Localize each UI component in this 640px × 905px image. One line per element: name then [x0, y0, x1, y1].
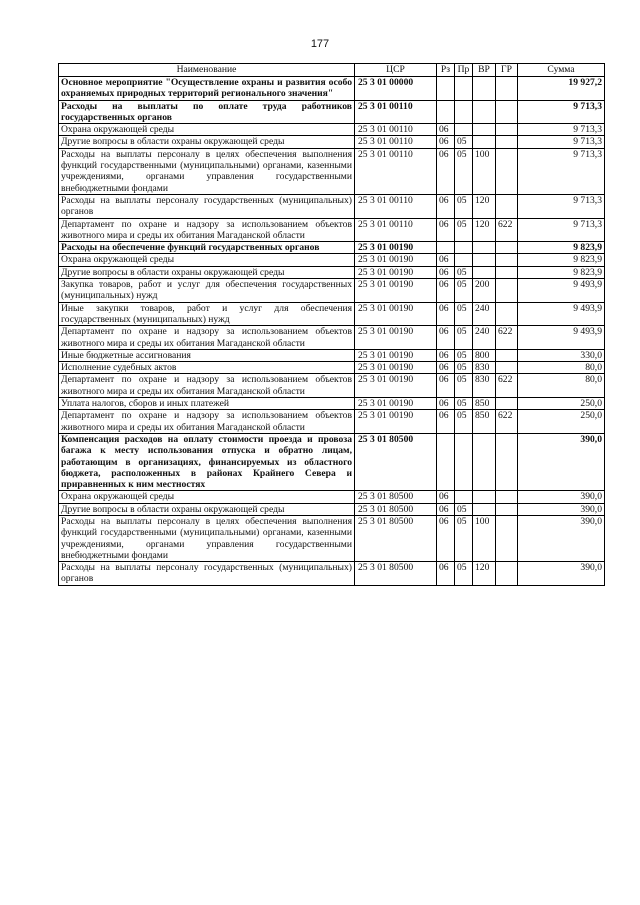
cell-csr: 25 3 01 80500: [355, 503, 437, 515]
cell-gr: [496, 77, 518, 101]
cell-csr: 25 3 01 80500: [355, 433, 437, 490]
cell-pr: 05: [455, 302, 473, 326]
header-rz: Рз: [437, 64, 455, 77]
cell-rz: 06: [437, 349, 455, 361]
cell-csr: 25 3 01 80500: [355, 515, 437, 561]
cell-csr: 25 3 01 00190: [355, 254, 437, 266]
table-row: [59, 124, 605, 136]
cell-sum: 9 713,3: [518, 100, 605, 124]
cell-name: Охрана окружающей среды: [59, 491, 355, 503]
header-csr: ЦСР: [355, 64, 437, 77]
cell-vr: [473, 242, 496, 254]
cell-sum: 9 823,9: [518, 242, 605, 254]
header-pr: Пр: [455, 64, 473, 77]
table-row: [59, 349, 605, 361]
table-row: [59, 433, 605, 490]
cell-csr: 25 3 01 00000: [355, 77, 437, 101]
cell-gr: 622: [496, 326, 518, 350]
table-row: [59, 100, 605, 124]
cell-name: Расходы на выплаты персоналу государственных (муниципальных) органов: [59, 194, 355, 218]
cell-name: Основное мероприятие "Осуществление охраны и развития особо охраняемых природных территорий регионального значения": [59, 77, 355, 101]
cell-sum: 9 493,9: [518, 302, 605, 326]
cell-vr: 850: [473, 398, 496, 410]
cell-vr: 120: [473, 194, 496, 218]
cell-rz: 06: [437, 302, 455, 326]
table-row: [59, 302, 605, 326]
cell-gr: [496, 503, 518, 515]
cell-rz: 06: [437, 374, 455, 398]
cell-gr: [496, 362, 518, 374]
cell-csr: 25 3 01 00110: [355, 100, 437, 124]
table-header: [59, 64, 605, 77]
cell-pr: 05: [455, 279, 473, 303]
cell-gr: [496, 100, 518, 124]
cell-pr: [455, 77, 473, 101]
cell-pr: [455, 124, 473, 136]
cell-rz: 06: [437, 194, 455, 218]
cell-rz: 06: [437, 562, 455, 586]
cell-sum: 19 927,2: [518, 77, 605, 101]
cell-name: Расходы на выплаты персоналу в целях обеспечения выполнения функций государственными (муниципальными) органами, казенными учреждениями, органами управления государственными внебюджетными фондами: [59, 515, 355, 561]
cell-gr: 622: [496, 218, 518, 242]
header-gr: ГР: [496, 64, 518, 77]
cell-sum: 250,0: [518, 398, 605, 410]
cell-name: Иные бюджетные ассигнования: [59, 349, 355, 361]
table-row: [59, 218, 605, 242]
table-row: [59, 279, 605, 303]
table-row: [59, 515, 605, 561]
cell-gr: [496, 124, 518, 136]
cell-name: Исполнение судебных актов: [59, 362, 355, 374]
cell-name: Охрана окружающей среды: [59, 124, 355, 136]
table-body: [59, 77, 605, 586]
table-row: [59, 410, 605, 434]
table-row: [59, 194, 605, 218]
cell-vr: 120: [473, 562, 496, 586]
cell-gr: [496, 302, 518, 326]
table-row: [59, 242, 605, 254]
cell-csr: 25 3 01 00190: [355, 398, 437, 410]
cell-gr: 622: [496, 410, 518, 434]
cell-rz: 06: [437, 503, 455, 515]
cell-rz: 06: [437, 254, 455, 266]
cell-sum: 390,0: [518, 503, 605, 515]
cell-csr: 25 3 01 00190: [355, 326, 437, 350]
cell-gr: 622: [496, 374, 518, 398]
cell-csr: 25 3 01 00190: [355, 279, 437, 303]
cell-sum: 9 713,3: [518, 148, 605, 194]
cell-csr: 25 3 01 00190: [355, 266, 437, 278]
cell-gr: [496, 349, 518, 361]
cell-sum: 9 713,3: [518, 194, 605, 218]
cell-rz: 06: [437, 218, 455, 242]
cell-name: Охрана окружающей среды: [59, 254, 355, 266]
cell-sum: 390,0: [518, 562, 605, 586]
table-row: [59, 398, 605, 410]
cell-pr: 05: [455, 194, 473, 218]
cell-sum: 80,0: [518, 374, 605, 398]
cell-csr: 25 3 01 00110: [355, 148, 437, 194]
header-sum: Сумма: [518, 64, 605, 77]
table-row: [59, 362, 605, 374]
cell-gr: [496, 279, 518, 303]
cell-sum: 390,0: [518, 433, 605, 490]
cell-gr: [496, 515, 518, 561]
cell-gr: [496, 148, 518, 194]
cell-gr: [496, 398, 518, 410]
cell-sum: 390,0: [518, 491, 605, 503]
cell-pr: 05: [455, 266, 473, 278]
cell-rz: 06: [437, 124, 455, 136]
cell-gr: [496, 266, 518, 278]
header-name: Наименование: [59, 64, 355, 77]
cell-pr: [455, 254, 473, 266]
cell-sum: 9 713,3: [518, 124, 605, 136]
cell-pr: 05: [455, 136, 473, 148]
header-vr: ВР: [473, 64, 496, 77]
cell-pr: [455, 433, 473, 490]
cell-rz: 06: [437, 136, 455, 148]
table-row: [59, 254, 605, 266]
cell-rz: 06: [437, 362, 455, 374]
table-row: [59, 562, 605, 586]
cell-gr: [496, 254, 518, 266]
cell-csr: 25 3 01 00190: [355, 242, 437, 254]
cell-vr: 100: [473, 148, 496, 194]
cell-csr: 25 3 01 00110: [355, 136, 437, 148]
cell-pr: 05: [455, 503, 473, 515]
cell-name: Уплата налогов, сборов и иных платежей: [59, 398, 355, 410]
table-row: [59, 136, 605, 148]
cell-gr: [496, 433, 518, 490]
cell-pr: 05: [455, 374, 473, 398]
cell-sum: 9 493,9: [518, 279, 605, 303]
cell-sum: 80,0: [518, 362, 605, 374]
table-row: [59, 491, 605, 503]
cell-sum: 9 713,3: [518, 136, 605, 148]
cell-vr: 850: [473, 410, 496, 434]
cell-csr: 25 3 01 00110: [355, 218, 437, 242]
cell-pr: 05: [455, 349, 473, 361]
table-row: [59, 266, 605, 278]
cell-vr: [473, 433, 496, 490]
cell-name: Расходы на выплаты по оплате труда работников государственных органов: [59, 100, 355, 124]
cell-name: Иные закупки товаров, работ и услуг для обеспечения государственных (муниципальных) нужд: [59, 302, 355, 326]
cell-pr: 05: [455, 362, 473, 374]
header-row: [59, 64, 605, 77]
cell-csr: 25 3 01 00190: [355, 349, 437, 361]
cell-pr: 05: [455, 148, 473, 194]
cell-vr: 100: [473, 515, 496, 561]
table-row: [59, 503, 605, 515]
cell-gr: [496, 491, 518, 503]
cell-gr: [496, 136, 518, 148]
cell-vr: [473, 136, 496, 148]
cell-sum: 9 823,9: [518, 254, 605, 266]
table-row: [59, 148, 605, 194]
cell-csr: 25 3 01 00190: [355, 302, 437, 326]
cell-name: Расходы на выплаты персоналу в целях обеспечения выполнения функций государственными (муниципальными) органами, казенными учреждениями, органами управления государственными внебюджетными фондами: [59, 148, 355, 194]
cell-name: Расходы на обеспечение функций государственных органов: [59, 242, 355, 254]
cell-vr: 200: [473, 279, 496, 303]
budget-table: [58, 63, 605, 586]
cell-name: Департамент по охране и надзору за использованием объектов животного мира и среды их обитания Магаданской области: [59, 326, 355, 350]
cell-name: Другие вопросы в области охраны окружающей среды: [59, 136, 355, 148]
cell-rz: 06: [437, 491, 455, 503]
cell-vr: 830: [473, 374, 496, 398]
cell-rz: [437, 100, 455, 124]
cell-vr: [473, 77, 496, 101]
cell-sum: 250,0: [518, 410, 605, 434]
cell-pr: 05: [455, 218, 473, 242]
cell-rz: [437, 242, 455, 254]
cell-pr: [455, 242, 473, 254]
cell-name: Другие вопросы в области охраны окружающей среды: [59, 503, 355, 515]
cell-vr: [473, 100, 496, 124]
cell-rz: 06: [437, 398, 455, 410]
table-row: [59, 77, 605, 101]
table-row: [59, 374, 605, 398]
cell-vr: 120: [473, 218, 496, 242]
cell-vr: 240: [473, 302, 496, 326]
cell-pr: 05: [455, 515, 473, 561]
cell-vr: [473, 503, 496, 515]
cell-name: Закупка товаров, работ и услуг для обеспечения государственных (муниципальных) нужд: [59, 279, 355, 303]
cell-csr: 25 3 01 00110: [355, 194, 437, 218]
cell-rz: 06: [437, 326, 455, 350]
cell-csr: 25 3 01 00190: [355, 362, 437, 374]
cell-vr: 800: [473, 349, 496, 361]
cell-sum: 9 823,9: [518, 266, 605, 278]
cell-pr: 05: [455, 410, 473, 434]
cell-vr: [473, 254, 496, 266]
cell-rz: 06: [437, 148, 455, 194]
cell-pr: 05: [455, 326, 473, 350]
cell-rz: [437, 433, 455, 490]
cell-csr: 25 3 01 80500: [355, 562, 437, 586]
cell-pr: [455, 491, 473, 503]
cell-sum: 390,0: [518, 515, 605, 561]
cell-rz: 06: [437, 410, 455, 434]
table-row: [59, 326, 605, 350]
cell-rz: [437, 77, 455, 101]
cell-name: Департамент по охране и надзору за использованием объектов животного мира и среды их обитания Магаданской области: [59, 410, 355, 434]
cell-csr: 25 3 01 00190: [355, 410, 437, 434]
cell-csr: 25 3 01 80500: [355, 491, 437, 503]
cell-vr: [473, 124, 496, 136]
cell-vr: 830: [473, 362, 496, 374]
cell-pr: [455, 100, 473, 124]
cell-name: Расходы на выплаты персоналу государственных (муниципальных) органов: [59, 562, 355, 586]
cell-name: Департамент по охране и надзору за использованием объектов животного мира и среды их обитания Магаданской области: [59, 374, 355, 398]
cell-rz: 06: [437, 279, 455, 303]
cell-sum: 9 713,3: [518, 218, 605, 242]
cell-name: Департамент по охране и надзору за использованием объектов животного мира и среды их обитания Магаданской области: [59, 218, 355, 242]
cell-pr: 05: [455, 562, 473, 586]
cell-sum: 330,0: [518, 349, 605, 361]
cell-csr: 25 3 01 00190: [355, 374, 437, 398]
cell-name: Другие вопросы в области охраны окружающей среды: [59, 266, 355, 278]
cell-csr: 25 3 01 00110: [355, 124, 437, 136]
cell-gr: [496, 562, 518, 586]
cell-pr: 05: [455, 398, 473, 410]
cell-name: Компенсация расходов на оплату стоимости проезда и провоза багажа к месту использования отпуска и обратно лицам, работающим в организациях, финансируемых из областного бюджета, расположенных в районах Крайнего Севера и приравненных к ним местностях: [59, 433, 355, 490]
cell-rz: 06: [437, 266, 455, 278]
cell-gr: [496, 242, 518, 254]
cell-rz: 06: [437, 515, 455, 561]
cell-vr: [473, 266, 496, 278]
page-number: 177: [310, 38, 330, 50]
cell-vr: [473, 491, 496, 503]
cell-sum: 9 493,9: [518, 326, 605, 350]
cell-vr: 240: [473, 326, 496, 350]
cell-gr: [496, 194, 518, 218]
